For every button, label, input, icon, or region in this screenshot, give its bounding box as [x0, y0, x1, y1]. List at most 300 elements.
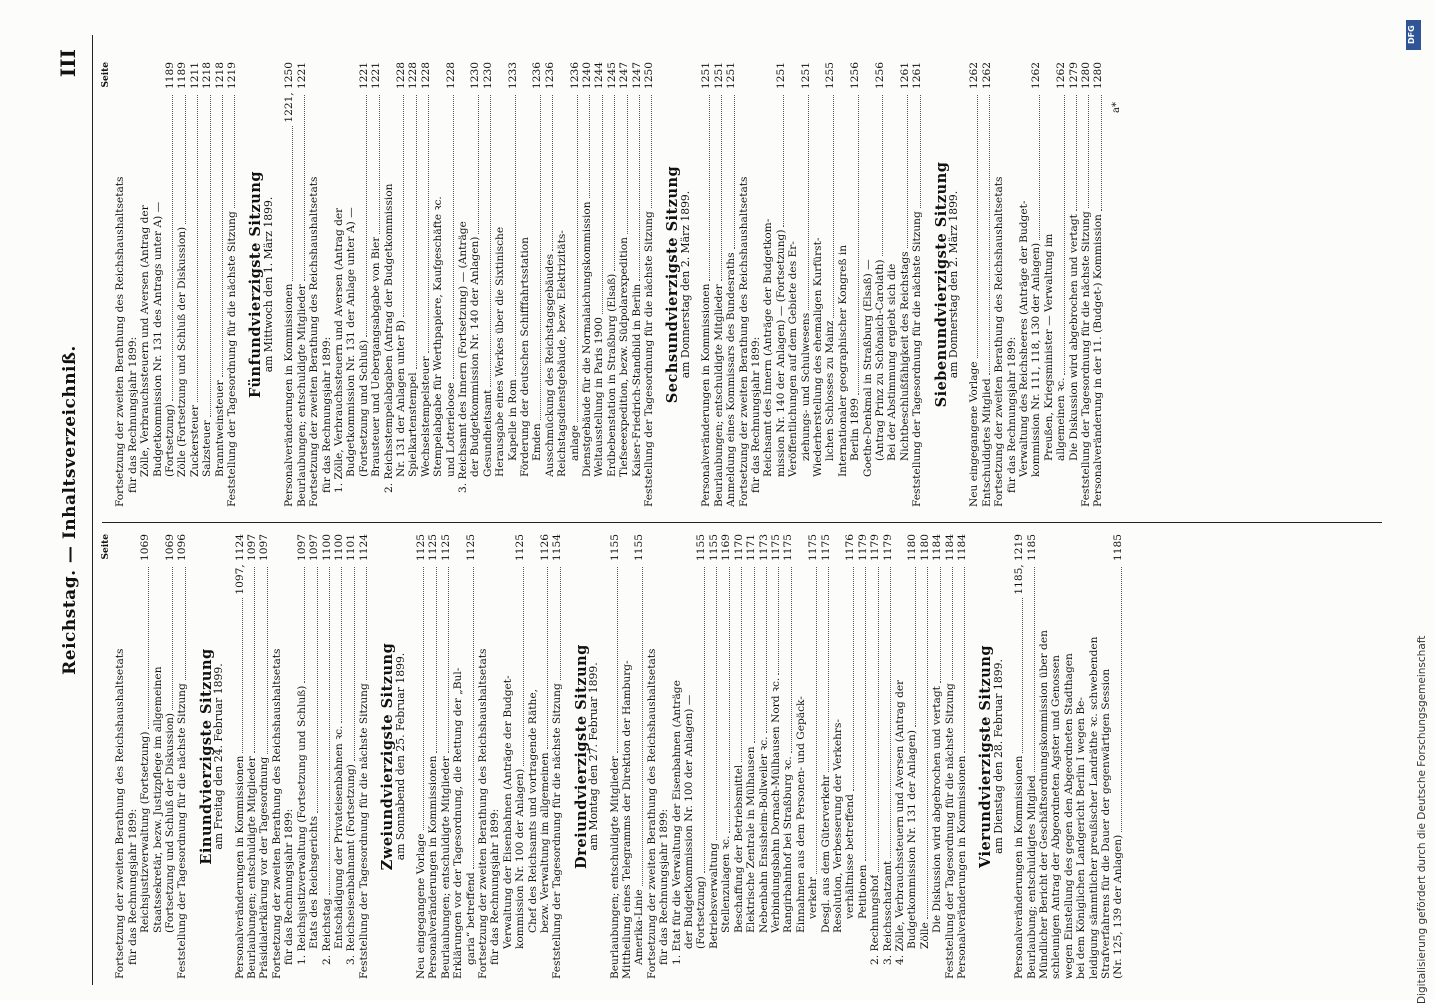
page-ref: 1255 — [824, 62, 837, 89]
toc-entry — [482, 62, 494, 507]
leader-dots — [210, 95, 211, 417]
entry-text: verhältnisse betreffend — [844, 794, 857, 919]
toc-entry — [683, 534, 695, 979]
page-ref: 1097 — [295, 534, 308, 561]
page-ref: 1221 — [357, 62, 370, 89]
toc-entry — [465, 534, 477, 979]
leader-dots — [423, 567, 424, 830]
page-ref: 1236 — [568, 62, 581, 89]
leader-dots — [617, 567, 618, 753]
entry-text: Beurlaubungen; entschuldigte Mitglieder — [439, 756, 452, 979]
page-ref: 1179 — [881, 534, 894, 561]
toc-entry — [395, 62, 407, 507]
page-ref: 1185, 1219 — [1013, 534, 1026, 595]
toc-entry — [531, 62, 543, 507]
leader-dots — [366, 567, 367, 680]
entry-text: Neu eingegangene Vorlage — [968, 361, 981, 507]
toc-entry — [695, 534, 707, 979]
toc-entry — [643, 62, 655, 507]
toc-entry — [539, 534, 551, 979]
leader-dots — [791, 567, 792, 753]
entry-text: kommission Nr. 100 der Anlagen) — [514, 768, 527, 949]
entry-text: Tiefseeexpedition, bezw. Südpolarexpedition — [618, 237, 631, 477]
entry-text: Neu eingegangene Vorlage — [414, 833, 427, 979]
toc-entry — [762, 62, 774, 507]
entry-text: Fortsetzung der zweiten Berathung des Reichshaushaltsetats — [993, 176, 1006, 507]
toc-entry — [770, 534, 782, 979]
leader-dots — [354, 567, 355, 761]
toc-entry — [469, 62, 481, 507]
page-ref: 1218 — [213, 62, 226, 89]
entry-text: mission Nr. 140 der Anlagen) — (Fortsetzung) — [774, 229, 787, 477]
toc-entry — [1092, 62, 1104, 507]
dfg-logo-text: DFG — [1407, 25, 1416, 44]
session-heading: Sechsundvierzigste Sitzung — [664, 165, 682, 404]
page-ref: 1185 — [1112, 534, 1125, 561]
toc-entry — [646, 534, 658, 979]
page-ref: 1126 — [539, 534, 551, 561]
leader-dots — [882, 95, 883, 256]
page-ref: 1218 — [201, 62, 214, 89]
toc-entry — [725, 62, 737, 507]
entry-text: Feststellung der Tagesordnung für die nächste Sitzung — [357, 683, 370, 979]
toc-entry — [795, 534, 807, 979]
entry-text: für das Rechnungsjahr 1899: — [489, 808, 502, 965]
toc-entry — [321, 62, 333, 507]
toc-entry — [452, 534, 464, 979]
page-ref: 1247 — [630, 62, 643, 89]
session-date: am Mittwoch den 1. März 1899. — [261, 196, 275, 373]
entry-text: Weltausstellung in Paris 1900 — [593, 317, 606, 477]
entry-text: Etats des Reichsgerichts — [308, 815, 321, 949]
entry-text: 4. Zölle, Verbrauchssteuern und Aversen (Antrag der — [893, 679, 906, 965]
entry-text: 1. Reichsjustizverwaltung (Fortsetzung und Schluß) — [295, 685, 308, 965]
leader-dots — [890, 567, 891, 858]
toc-entry — [345, 62, 357, 507]
entry-text: Wiederherstellung des ehemaligen Kurfürst- — [811, 237, 824, 477]
leader-dots — [403, 95, 404, 317]
leader-dots — [1034, 567, 1035, 772]
page-ref: 1244 — [593, 62, 606, 89]
entry-text: Fortsetzung der zweiten Berathung des Reichshaushaltsetats — [645, 648, 658, 979]
page-ref: 1280 — [1092, 62, 1105, 89]
entry-text: für das Rechnungsjahr 1899: — [749, 336, 762, 493]
entry-text: 3. Reichsamt des Innern (Fortsetzung) — (Anträge — [456, 221, 469, 493]
toc-entry — [787, 62, 799, 507]
entry-text: Förderung der deutschen Schifffahrtsstation — [519, 237, 531, 477]
entry-text: Personalveränderung in der 11. (Budget-) Kommission — [1092, 214, 1105, 507]
leader-dots — [1088, 95, 1089, 208]
page-ref: 1236 — [543, 62, 556, 89]
page-ref: 1184 — [931, 534, 944, 561]
leader-dots — [642, 567, 643, 886]
entry-text: Die Diskussion wird abgebrochen und vertagt — [1067, 214, 1080, 461]
leader-dots — [523, 567, 524, 766]
leader-dots — [1064, 95, 1065, 375]
entry-text: Erklärungen vor der Tagesordnung, die Rettung der „Bul- — [452, 667, 465, 979]
toc-entry — [708, 534, 720, 979]
entry-text: Rangirbahnhof bei Straßburg ꝛc. — [782, 756, 795, 933]
toc-entry — [321, 534, 333, 979]
page-ref: 1176 — [844, 534, 857, 561]
leader-dots — [185, 567, 186, 680]
toc-entry — [527, 534, 539, 979]
entry-text: Elektrische Zentrale in Mülhausen — [745, 746, 758, 933]
toc-entry — [507, 62, 519, 507]
page-ref: 1125 — [414, 534, 427, 561]
page-ref: 1097 — [258, 534, 271, 561]
digitization-text: Digitalisierung gefördert durch die Deutsche Forschungsgemeinschaft — [1416, 635, 1428, 1004]
entry-text: Internationaler geographischer Kongreß in — [836, 244, 849, 477]
leader-dots — [940, 567, 941, 683]
toc-entry — [671, 534, 683, 979]
leader-dots — [560, 567, 561, 680]
page-ref: 1250 — [643, 62, 656, 89]
leader-dots — [754, 567, 755, 743]
toc-entry — [1043, 62, 1055, 507]
page-ref: 1175 — [807, 534, 820, 561]
toc-entry — [886, 62, 898, 507]
toc-entry — [968, 62, 980, 507]
page-ref: 1180 — [906, 534, 919, 561]
entry-text: 1. Etat für die Verwaltung der Eisenbahnen (Anträge — [670, 680, 683, 965]
leader-dots — [148, 567, 149, 729]
toc-entry — [333, 62, 345, 507]
page-ref: 1184 — [943, 534, 956, 561]
entry-text: Feststellung der Tagesordnung für die nächste Sitzung — [226, 211, 239, 507]
page-ref: 1125 — [514, 534, 527, 561]
toc-entry — [494, 62, 506, 507]
page-ref: 1069 — [139, 534, 152, 561]
toc-entry — [993, 62, 1005, 507]
entry-text: und Lotterieloose — [444, 382, 457, 477]
toc-entry — [745, 534, 757, 979]
entry-text: Mündlicher Bericht der Geschäftsordnungskommission über den — [1038, 630, 1051, 979]
header-title: Reichstag. — Inhaltsverzeichniß. — [60, 345, 80, 675]
page-ref: 1211 — [188, 62, 201, 89]
page-ref: 1170 — [732, 534, 745, 561]
toc-entry — [621, 534, 633, 979]
toc-entry — [758, 534, 770, 979]
toc-entry — [427, 534, 439, 979]
leader-dots — [729, 567, 730, 833]
toc-entry — [1080, 62, 1092, 507]
entry-text: schleunigen Antrag der Abgeordneten Agster und Genossen — [1050, 655, 1063, 979]
leader-dots — [766, 567, 767, 733]
entry-text: Stellenzulagen ꝛc. — [720, 835, 733, 933]
page-ref: 1228 — [419, 62, 432, 89]
toc-entry — [857, 534, 869, 979]
entry-text: Feststellung der Tagesordnung für die nächste Sitzung — [1080, 211, 1093, 507]
entry-text: Staatssekretär, bezw. Justizpflege im allgemeinen — [151, 666, 164, 933]
page-ref: 1262 — [980, 62, 993, 89]
toc-entry — [832, 534, 844, 979]
page-ref: 1228 — [394, 62, 407, 89]
entry-text: Petitionen — [856, 864, 869, 919]
toc-entry — [544, 62, 556, 507]
toc-entry — [631, 62, 643, 507]
toc-entry — [271, 534, 283, 979]
toc-entry — [837, 62, 849, 507]
entry-text: Zuckersteuer — [188, 405, 201, 477]
seite-label: Seite — [101, 534, 111, 560]
entry-text: Berlin 1899 — [849, 397, 862, 461]
leader-dots — [853, 567, 854, 791]
entry-text: für das Rechnungsjahr 1899: — [1005, 336, 1018, 493]
entry-text: Gesundheitsamt — [481, 389, 494, 477]
page-ref: 1221, 1250 — [283, 62, 296, 123]
leader-dots — [833, 95, 834, 318]
leader-dots — [478, 95, 479, 234]
page-ref: 1154 — [551, 534, 564, 561]
page-ref: 1125 — [464, 534, 477, 561]
toc-entry — [551, 534, 563, 979]
toc-entry — [420, 62, 432, 507]
leader-dots — [1121, 567, 1122, 832]
toc-entry — [345, 534, 357, 979]
toc-entry — [296, 62, 308, 507]
toc-entry — [919, 534, 931, 979]
entry-text: Beurlaubungen; entschuldigte Mitglieder — [295, 284, 308, 507]
toc-entry — [440, 534, 452, 979]
page-ref: 1247 — [618, 62, 631, 89]
toc-entry — [189, 62, 201, 507]
entry-text: Stempelabgabe für Werthpapiere, Kaufgeschäfte ꝛc. — [432, 196, 445, 477]
toc-entry — [415, 534, 427, 979]
toc-column-left — [100, 534, 1390, 979]
entry-text: Budgetkommission Nr. 131 der Anlage unter A) — — [345, 207, 358, 477]
session-date: am Donnerstag den 2. März 1899. — [947, 190, 960, 379]
page-ref: 1261 — [911, 62, 924, 89]
toc-entry — [1038, 534, 1050, 979]
page-ref: 1171 — [745, 534, 758, 561]
entry-text: Beurlaubung; entschuldigtes Mitglied — [1025, 775, 1038, 979]
toc-entry — [127, 62, 139, 507]
leader-dots — [816, 567, 817, 874]
entry-text: allgemeinen ꝛc. — [1055, 377, 1068, 461]
entry-text: Dienstgebäude für die Normalaichungskommission — [581, 201, 594, 477]
toc-entry — [457, 62, 469, 507]
entry-text: für das Rechnungsjahr 1899: — [126, 808, 139, 965]
session-heading: Zweiundvierzigste Sitzung — [379, 642, 397, 871]
leader-dots — [602, 95, 603, 314]
toc-entry — [894, 534, 906, 979]
leader-dots — [341, 567, 342, 723]
toc-entry — [782, 534, 794, 979]
entry-text: Einnahmen aus dem Personen- und Gepäck- — [794, 696, 807, 933]
entry-text: Verbindungsbahn Dornach-Mülhausen Nord ꝛc. — [769, 677, 782, 933]
entry-text: 1. Zölle, Verbrauchssteuern und Aversen (Antrag der — [332, 207, 345, 493]
leader-dots — [242, 598, 243, 753]
page-ref: 1184 — [956, 534, 968, 561]
leader-dots — [639, 95, 640, 281]
entry-text: Kapelle in Rom — [506, 379, 519, 461]
entry-text: anlage — [568, 425, 581, 461]
page-ref: 1221 — [295, 62, 308, 89]
leader-dots — [577, 95, 578, 422]
toc-entry — [1013, 534, 1025, 979]
toc-entry — [383, 62, 395, 507]
entry-text: Budgetkommission Nr. 131 des Antrags unter A) — — [151, 201, 164, 477]
leader-dots — [589, 95, 590, 198]
entry-text: Strafverfahrens für die Dauer der gegenwärtigen Session — [1100, 668, 1113, 979]
page-ref: 1169 — [720, 534, 733, 561]
toc-entry — [956, 534, 968, 979]
entry-text: Resolution, Verbesserung der Verkehrs- — [831, 719, 844, 933]
leader-dots — [172, 95, 173, 401]
toc-entry — [569, 62, 581, 507]
page-ref: 1262 — [1030, 62, 1043, 89]
page-ref: 1256 — [873, 62, 886, 89]
rotated-content — [50, 35, 1410, 985]
leader-dots — [448, 567, 449, 753]
leader-dots — [267, 567, 268, 754]
toc-entry — [1055, 62, 1067, 507]
toc-entry — [1030, 62, 1042, 507]
page-ref: 1155 — [633, 534, 646, 561]
entry-text: Feststellung der Tagesordnung für die nächste Sitzung — [551, 683, 564, 979]
entry-text: (Fortsetzung und Schluß) — [357, 339, 370, 477]
toc-entry — [445, 62, 457, 507]
entry-text: Beurlaubungen; entschuldigte Mitglieder — [712, 284, 725, 507]
toc-entry — [1088, 534, 1100, 979]
toc-entry — [807, 534, 819, 979]
toc-entry — [556, 62, 568, 507]
toc-entry — [489, 534, 501, 979]
entry-text: für das Rechnungsjahr 1899: — [320, 336, 333, 493]
leader-dots — [915, 567, 916, 727]
entry-text: Feststellung der Tagesordnung für die nächste Sitzung — [943, 683, 956, 979]
entry-text: Nichtbeschlußfähigkeit des Reichstags — [898, 251, 911, 461]
page-ref: 1125 — [427, 534, 440, 561]
entry-text: (Fortsetzung und Schluß der Diskussion) — [164, 712, 177, 933]
entry-text: Präsidialerklärung vor der Tagesordnung — [258, 756, 271, 979]
leader-dots — [416, 95, 417, 369]
entry-text: Entschuldigtes Mitglied — [980, 378, 993, 507]
toc-entry — [1050, 534, 1062, 979]
entry-text: Fortsetzung der zweiten Berathung des Reichshaushaltsetats — [476, 648, 489, 979]
leader-dots — [1039, 95, 1040, 240]
session-heading: Fünfundvierzigste Sitzung — [247, 170, 265, 399]
toc-entry — [127, 534, 139, 979]
toc-entry — [333, 534, 345, 979]
page-ref: 1261 — [898, 62, 911, 89]
entry-text: (Antrag Prinz zu Schönaich-Carolath) — [873, 259, 886, 461]
leader-dots — [627, 95, 628, 234]
toc-entry — [296, 534, 308, 979]
entry-text: Zölle (Fortsetzung und Schluß der Diskussion) — [176, 226, 189, 477]
leader-dots — [292, 126, 293, 281]
toc-entry — [514, 534, 526, 979]
digitization-stamp — [1402, 14, 1428, 1004]
page-ref: 1155 — [707, 534, 720, 561]
page-ref: 1173 — [757, 534, 770, 561]
toc-entry — [800, 62, 812, 507]
toc-entry — [812, 62, 824, 507]
leader-dots — [920, 95, 921, 208]
leader-dots — [716, 567, 717, 840]
toc-entry — [820, 534, 832, 979]
page-ref: 1097, 1124 — [233, 534, 246, 595]
page-ref: 1175 — [819, 534, 832, 561]
page-ref: 1155 — [608, 534, 621, 561]
entry-text: der Budgetkommission Nr. 140 der Anlagen) — [469, 236, 482, 477]
page-ref: 1230 — [469, 62, 482, 89]
entry-text: lichen Schlosses zu Mainz — [824, 320, 837, 461]
entry-text: (Nr. 125, 139 der Anlagen) — [1112, 834, 1125, 979]
entry-text: ziehungs- und Schulwesens — [799, 312, 812, 461]
toc-entry — [1068, 62, 1080, 507]
leader-dots — [197, 95, 198, 402]
session-date: am Donnerstag den 2. März 1899. — [678, 190, 692, 379]
leader-dots — [185, 95, 186, 224]
toc-entry — [519, 62, 531, 507]
entry-text: Fortsetzung der zweiten Berathung des Reichshaushaltsetats — [114, 648, 127, 979]
entry-text: wegen Einstellung des gegen den Abgeordneten Stadthagen — [1062, 653, 1075, 979]
leader-dots — [453, 95, 454, 379]
page-ref: 1180 — [918, 534, 931, 561]
entry-text: Zölle — [918, 922, 931, 949]
entry-text: Mittheilung eines Telegramms der Direktion der Hamburg- — [621, 660, 634, 979]
entry-text: Fortsetzung der zweiten Berathung des Reichshaushaltsetats — [270, 648, 283, 979]
page-ref: 1233 — [506, 62, 519, 89]
entry-text: Die Diskussion wird abgebrochen und vertagt — [931, 686, 944, 933]
toc-entry — [1100, 534, 1112, 979]
page-ref: 1125 — [439, 534, 452, 561]
toc-entry — [370, 62, 382, 507]
session-date: am Dienstag den 28. Februar 1899. — [991, 659, 1005, 854]
leader-dots — [552, 95, 553, 251]
toc-entry — [283, 534, 295, 979]
page-ref: 1101 — [345, 534, 358, 561]
page-ref: 1096 — [176, 534, 189, 561]
toc-entry — [226, 62, 238, 507]
entry-text: Chef des Reichsamts und vortragende Räthe, — [526, 689, 539, 933]
page-ref: 1097 — [308, 534, 321, 561]
leader-dots — [952, 567, 953, 680]
leader-dots — [977, 95, 978, 358]
leader-dots — [366, 95, 367, 337]
leader-dots — [172, 567, 173, 710]
entry-text: bei dem Königlichen Landgericht Berlin I wegen Be- — [1075, 697, 1088, 979]
page-ref: 1245 — [605, 62, 618, 89]
leader-dots — [317, 567, 318, 813]
leader-dots — [651, 95, 652, 208]
leader-dots — [989, 95, 990, 375]
entry-text: Personalveränderungen in Kommissionen — [700, 283, 713, 507]
toc-entry — [738, 62, 750, 507]
session-heading: Dreiundvierzigste Sitzung — [572, 644, 590, 869]
leader-dots — [709, 95, 710, 281]
entry-text: Personalveränderungen in Kommissionen — [956, 755, 968, 979]
toc-entry — [844, 534, 856, 979]
toc-entry — [750, 62, 762, 507]
toc-entry — [1018, 62, 1030, 507]
page-ref: 1230 — [481, 62, 494, 89]
leader-dots — [858, 95, 859, 395]
entry-text: für das Rechnungsjahr 1899: — [126, 336, 139, 493]
toc-entry — [700, 62, 712, 507]
leader-dots — [721, 95, 722, 281]
toc-entry — [606, 62, 618, 507]
toc-entry — [258, 534, 270, 979]
session-heading: Vierundvierzigste Sitzung — [977, 644, 995, 869]
entry-text: Emden — [531, 423, 544, 461]
toc-entry — [164, 534, 176, 979]
entry-text: Beurlaubungen; entschuldigte Mitglieder — [246, 756, 259, 979]
page-ref: 1179 — [869, 534, 882, 561]
toc-entry — [824, 62, 836, 507]
